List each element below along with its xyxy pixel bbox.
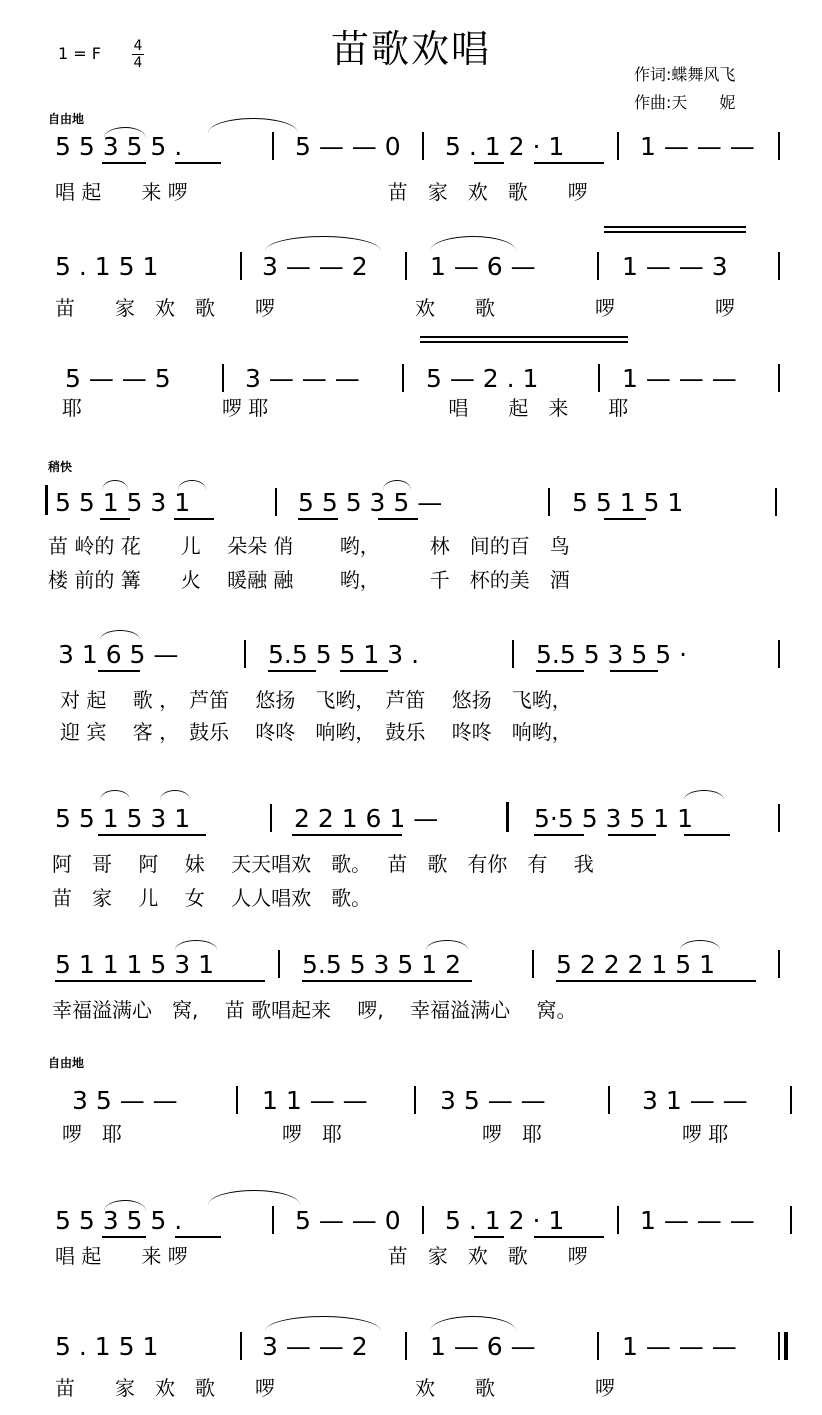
lyric-line: 苗 家 儿 女 人人唱欢 歌。 xyxy=(52,886,372,910)
underline xyxy=(378,518,418,520)
barline xyxy=(422,1206,424,1234)
key-signature: 1 = F xyxy=(58,44,101,63)
notes: 5 5 1 5 3 1 xyxy=(55,804,191,833)
lyric-line: 苗 岭的 花 儿 朵朵 俏 哟， 林 间的百 鸟 xyxy=(48,534,570,558)
notes: 5 5 3 5 5 . xyxy=(55,132,183,161)
tremolo-line xyxy=(420,336,628,338)
notes: 5 — — 0 xyxy=(295,1206,401,1235)
barline xyxy=(790,1086,792,1114)
slur xyxy=(104,127,146,138)
underline xyxy=(98,834,206,836)
notes: 5 . 1 2 · 1 xyxy=(445,1206,565,1235)
notes: 5 . 1 2 · 1 xyxy=(445,132,565,161)
lyric-line: 幸福溢满心 窝, 苗 歌唱起来 啰, 幸福溢满心 窝。 xyxy=(52,998,577,1022)
notes: 5 — — 5 xyxy=(65,364,171,393)
barline xyxy=(275,488,277,516)
barline xyxy=(597,1332,599,1360)
barline xyxy=(608,1086,610,1114)
underline xyxy=(98,670,140,672)
lyric-line: 楼 前的 篝 火 暖融 融 哟， 千 杯的美 酒 xyxy=(48,568,570,592)
underline xyxy=(55,980,265,982)
underline xyxy=(608,834,656,836)
notes: 5 1 1 1 5 3 1 xyxy=(55,950,215,979)
notes: 5 5 1 5 3 1 xyxy=(55,488,191,517)
underline xyxy=(604,518,646,520)
underline xyxy=(340,670,388,672)
barline xyxy=(778,364,780,392)
notes: 5 — 2 . 1 xyxy=(426,364,539,393)
slur xyxy=(208,1190,300,1205)
notes: 5 5 1 5 1 xyxy=(572,488,684,517)
notes: 3 — — 2 xyxy=(262,252,368,281)
barline xyxy=(778,252,780,280)
slur xyxy=(265,236,381,251)
underline xyxy=(175,162,221,164)
lyric-line: 苗 家 欢 歌 啰 欢 歌 啰 啰 xyxy=(55,296,735,320)
barline xyxy=(778,804,780,832)
underline xyxy=(534,834,584,836)
barline xyxy=(512,640,514,668)
tremolo-line xyxy=(420,341,628,343)
lyricist-credit: 作词:蝶舞风飞 xyxy=(634,65,736,84)
notes: 5 5 5 3 5 — xyxy=(298,488,443,517)
barline xyxy=(402,364,404,392)
tempo-mark-free: 自由地 xyxy=(48,112,85,126)
repeat-start-barline xyxy=(45,485,48,515)
lyric-line: 对 起 歌 ， 芦笛 悠扬 飞哟， 芦笛 悠扬 飞哟， xyxy=(60,688,572,712)
barline xyxy=(414,1086,416,1114)
slur xyxy=(104,1200,146,1211)
time-signature xyxy=(131,38,145,71)
notes: 1 — — — xyxy=(640,132,755,161)
notes: 1 — 6 — xyxy=(430,1332,536,1361)
notes: 5 5 3 5 5 . xyxy=(55,1206,183,1235)
underline xyxy=(175,1236,221,1238)
underline xyxy=(534,162,604,164)
lyric-line: 迎 宾 客 ， 鼓乐 咚咚 响哟， 鼓乐 咚咚 响哟， xyxy=(60,720,572,744)
barline xyxy=(236,1086,238,1114)
slur xyxy=(426,940,468,950)
barline xyxy=(617,132,619,160)
barline xyxy=(598,364,600,392)
barline xyxy=(278,950,280,978)
tremolo-line xyxy=(604,231,746,233)
slur xyxy=(160,790,190,800)
notes: 5.5 5 3 5 1 2 xyxy=(302,950,462,979)
notes: 3 1 6 5 — xyxy=(58,640,179,669)
notes: 3 1 — — xyxy=(642,1086,748,1115)
barline xyxy=(272,1206,274,1234)
lyric-line: 耶 啰 耶 唱 起 来 耶 xyxy=(62,396,629,420)
lyric-line: 唱 起 来 啰 苗 家 欢 歌 啰 xyxy=(55,1244,588,1268)
underline xyxy=(474,162,504,164)
barline xyxy=(405,252,407,280)
notes: 1 — — — xyxy=(640,1206,755,1235)
slur xyxy=(430,1316,516,1331)
notes: 5·5 5 3 5 1 1 xyxy=(534,804,694,833)
notes: 1 — — — xyxy=(622,364,737,393)
barline xyxy=(778,950,780,978)
lyric-line: 唱 起 来 啰 苗 家 欢 歌 啰 xyxy=(55,180,588,204)
notes: 1 — 6 — xyxy=(430,252,536,281)
notes: 5 . 1 5 1 xyxy=(55,252,159,281)
notes: 1 — — — xyxy=(622,1332,737,1361)
notes: 5 2 2 2 1 5 1 xyxy=(556,950,716,979)
slur xyxy=(178,480,206,490)
slur xyxy=(102,480,128,490)
notes: 1 1 — — xyxy=(262,1086,368,1115)
slur xyxy=(208,118,298,133)
underline xyxy=(292,834,402,836)
underline xyxy=(100,518,130,520)
barline xyxy=(778,132,780,160)
barline xyxy=(270,804,272,832)
barline xyxy=(532,950,534,978)
barline xyxy=(778,640,780,668)
notes: 5 . 1 5 1 xyxy=(55,1332,159,1361)
barline xyxy=(548,488,550,516)
barline xyxy=(405,1332,407,1360)
notes: 3 — — — xyxy=(245,364,360,393)
notes: 3 5 — — xyxy=(440,1086,546,1115)
lyric-line: 阿 哥 阿 妹 天天唱欢 歌。 苗 歌 有你 有 我 xyxy=(52,852,594,876)
notes: 3 — — 2 xyxy=(262,1332,368,1361)
slur xyxy=(265,1316,381,1331)
underline xyxy=(536,670,584,672)
lyric-line: 苗 家 欢 歌 啰 欢 歌 啰 xyxy=(55,1376,615,1400)
barline xyxy=(272,132,274,160)
notes: 2 2 1 6 1 — xyxy=(294,804,439,833)
slur xyxy=(100,790,130,800)
composer-credit: 作曲:天 妮 xyxy=(634,93,736,112)
barline xyxy=(422,132,424,160)
underline xyxy=(474,1236,504,1238)
slur xyxy=(684,790,724,800)
notes: 5.5 5 3 5 5 · xyxy=(536,640,688,669)
underline xyxy=(534,1236,604,1238)
slur xyxy=(175,940,217,950)
barline xyxy=(775,488,777,516)
underline xyxy=(102,1236,146,1238)
notes: 5.5 5 5 1 3 . xyxy=(268,640,420,669)
slur xyxy=(430,236,516,251)
slur xyxy=(100,630,140,640)
slur xyxy=(383,480,411,490)
notes: 3 5 — — xyxy=(72,1086,178,1115)
barline xyxy=(222,364,224,392)
underline xyxy=(174,518,214,520)
underline xyxy=(268,670,316,672)
notes: 1 — — 3 xyxy=(622,252,728,281)
slur xyxy=(680,940,720,950)
meter-bottom: 4 xyxy=(133,55,143,71)
underline xyxy=(610,670,658,672)
tempo-mark-faster: 稍快 xyxy=(48,460,73,474)
notes: 5 — — 0 xyxy=(295,132,401,161)
final-barline xyxy=(784,1332,788,1360)
barline xyxy=(597,252,599,280)
repeat-end-barline xyxy=(506,802,509,832)
barline xyxy=(244,640,246,668)
underline xyxy=(298,518,338,520)
underline xyxy=(302,980,472,982)
underline xyxy=(102,162,146,164)
tempo-mark-free-2: 自由地 xyxy=(48,1056,85,1070)
underline xyxy=(556,980,756,982)
meter-top: 4 xyxy=(133,38,143,54)
barline xyxy=(240,1332,242,1360)
barline xyxy=(240,252,242,280)
tremolo-line xyxy=(604,226,746,228)
underline xyxy=(684,834,730,836)
barline xyxy=(778,1332,780,1360)
barline xyxy=(617,1206,619,1234)
barline xyxy=(790,1206,792,1234)
lyric-line: 啰 耶 啰 耶 啰 耶 啰 耶 xyxy=(62,1122,729,1146)
song-title: 苗歌欢唱 xyxy=(330,27,491,71)
